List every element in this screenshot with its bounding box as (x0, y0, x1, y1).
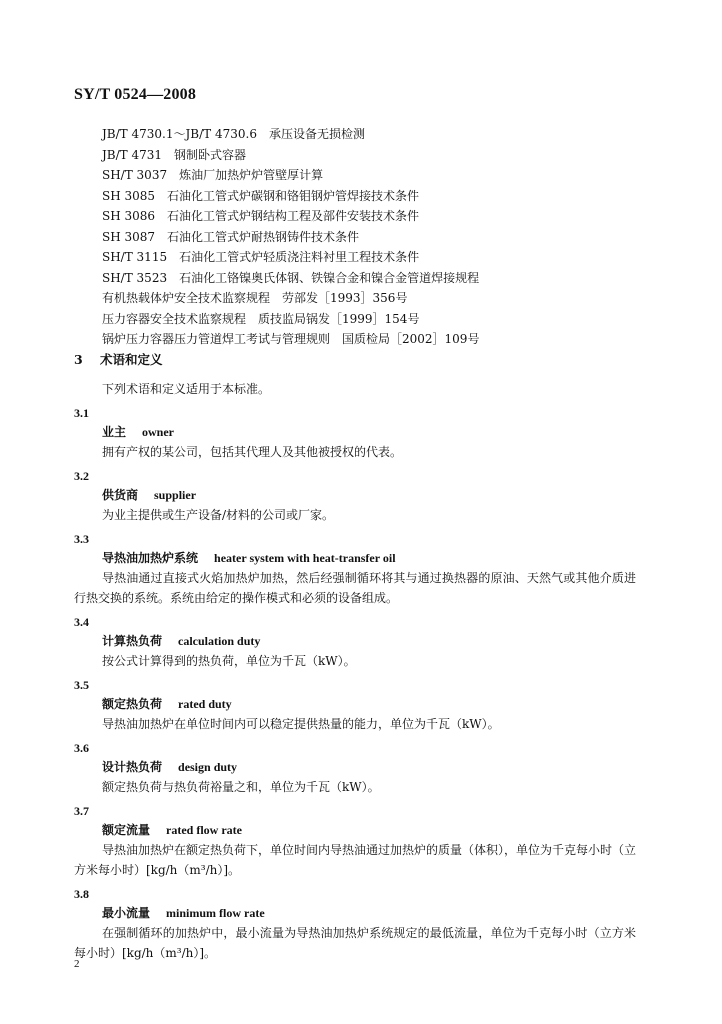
term-number: 3.5 (74, 678, 89, 692)
reference-item: 压力容器安全技术监察规程 质技监局锅发［1999］154号 (102, 311, 420, 326)
terms-list (74, 403, 644, 967)
term-definition: 导热油加热炉在额定热负荷下，单位时间内导热油通过加热炉的质量（体积），单位为千克每小时（立方米每小时）[kg/h（m³/h）]。 (74, 843, 637, 877)
term-en: owner (142, 425, 175, 439)
term-entry (74, 529, 644, 608)
term-zh: 业主 (102, 425, 127, 439)
term-number: 3.2 (74, 469, 89, 483)
term-entry (74, 738, 644, 797)
term-zh: 最小流量 (102, 906, 151, 920)
term-en: rated duty (178, 697, 232, 711)
term-number: 3.6 (74, 741, 89, 755)
section-title: 术语和定义 (100, 352, 163, 367)
term-entry (74, 884, 644, 963)
term-title (74, 632, 644, 651)
section-number: 3 (74, 352, 83, 367)
term-zh: 供货商 (102, 488, 139, 502)
term-zh: 导热油加热炉系统 (102, 551, 199, 565)
term-definition: 拥有产权的某公司，包括其代理人及其他被授权的代表。 (102, 445, 403, 459)
term-en: minimum flow rate (166, 906, 265, 920)
term-definition: 为业主提供或生产设备/材料的公司或厂家。 (102, 508, 335, 522)
term-zh: 计算热负荷 (102, 634, 163, 648)
term-number: 3.8 (74, 887, 89, 901)
reference-item: SH 3087 石油化工管式炉耐热钢铸件技术条件 (102, 229, 360, 244)
reference-item: JB/T 4731 钢制卧式容器 (102, 147, 247, 162)
standard-code: SY/T 0524—2008 (74, 86, 197, 103)
reference-item: 锅炉压力容器压力管道焊工考试与管理规则 国质检局［2002］109号 (102, 332, 480, 346)
term-number: 3.4 (74, 615, 89, 629)
term-number: 3.3 (74, 532, 89, 546)
term-en: supplier (154, 488, 197, 502)
term-zh: 额定流量 (102, 823, 151, 837)
term-entry (74, 403, 644, 462)
reference-item: JB/T 4730.1～JB/T 4730.6 承压设备无损检测 (102, 127, 365, 141)
page-number: 2 (74, 958, 80, 970)
reference-item: SH/T 3523 石油化工铬镍奥氏体钢、铁镍合金和镍合金管道焊接规程 (102, 270, 480, 285)
term-en: rated flow rate (166, 823, 242, 837)
term-en: calculation duty (178, 634, 261, 648)
term-definition: 在强制循环的加热炉中，最小流量为导热油加热炉系统规定的最低流量，单位为千克每小时（立方米每小时）[kg/h（m³/h）]。 (74, 926, 636, 960)
reference-item: SH/T 3037 炼油厂加热炉炉管壁厚计算 (102, 168, 324, 182)
term-title (74, 695, 644, 714)
reference-item: SH 3085 石油化工管式炉碳钢和铬钼钢炉管焊接技术条件 (102, 188, 420, 203)
reference-item: SH 3086 石油化工管式炉钢结构工程及部件安装技术条件 (102, 209, 420, 223)
section-intro: 下列术语和定义适用于本标准。 (102, 382, 271, 396)
term-entry (74, 466, 644, 525)
term-definition: 按公式计算得到的热负荷，单位为千瓦（kW）。 (102, 654, 356, 668)
term-title (74, 423, 644, 442)
term-en: heater system with heat-transfer oil (214, 551, 396, 565)
term-entry (74, 801, 644, 880)
term-title (74, 904, 644, 923)
term-title (74, 486, 644, 505)
term-title (74, 549, 644, 568)
term-definition: 额定热负荷与热负荷裕量之和，单位为千瓦（kW）。 (102, 780, 380, 794)
term-number: 3.7 (74, 804, 89, 818)
reference-item: SH/T 3115 石油化工管式炉轻质浇注料衬里工程技术条件 (102, 250, 420, 264)
term-number: 3.1 (74, 406, 89, 420)
term-definition: 导热油加热炉在单位时间内可以稳定提供热量的能力，单位为千瓦（kW）。 (102, 717, 500, 731)
reference-item: 有机热载体炉安全技术监察规程 劳部发［1993］356号 (102, 291, 408, 305)
normative-references-list (102, 124, 662, 350)
term-zh: 设计热负荷 (102, 760, 163, 774)
term-zh: 额定热负荷 (102, 697, 163, 711)
term-entry (74, 675, 644, 734)
term-title (74, 758, 644, 777)
term-en: design duty (178, 760, 238, 774)
section-heading (74, 350, 163, 368)
term-title (74, 821, 644, 840)
term-definition: 导热油通过直接式火焰加热炉加热，然后经强制循环将其与通过换热器的原油、天然气或其他介质进行热交换的系统。系统由给定的操作模式和必须的设备组成。 (74, 571, 636, 605)
term-entry (74, 612, 644, 671)
